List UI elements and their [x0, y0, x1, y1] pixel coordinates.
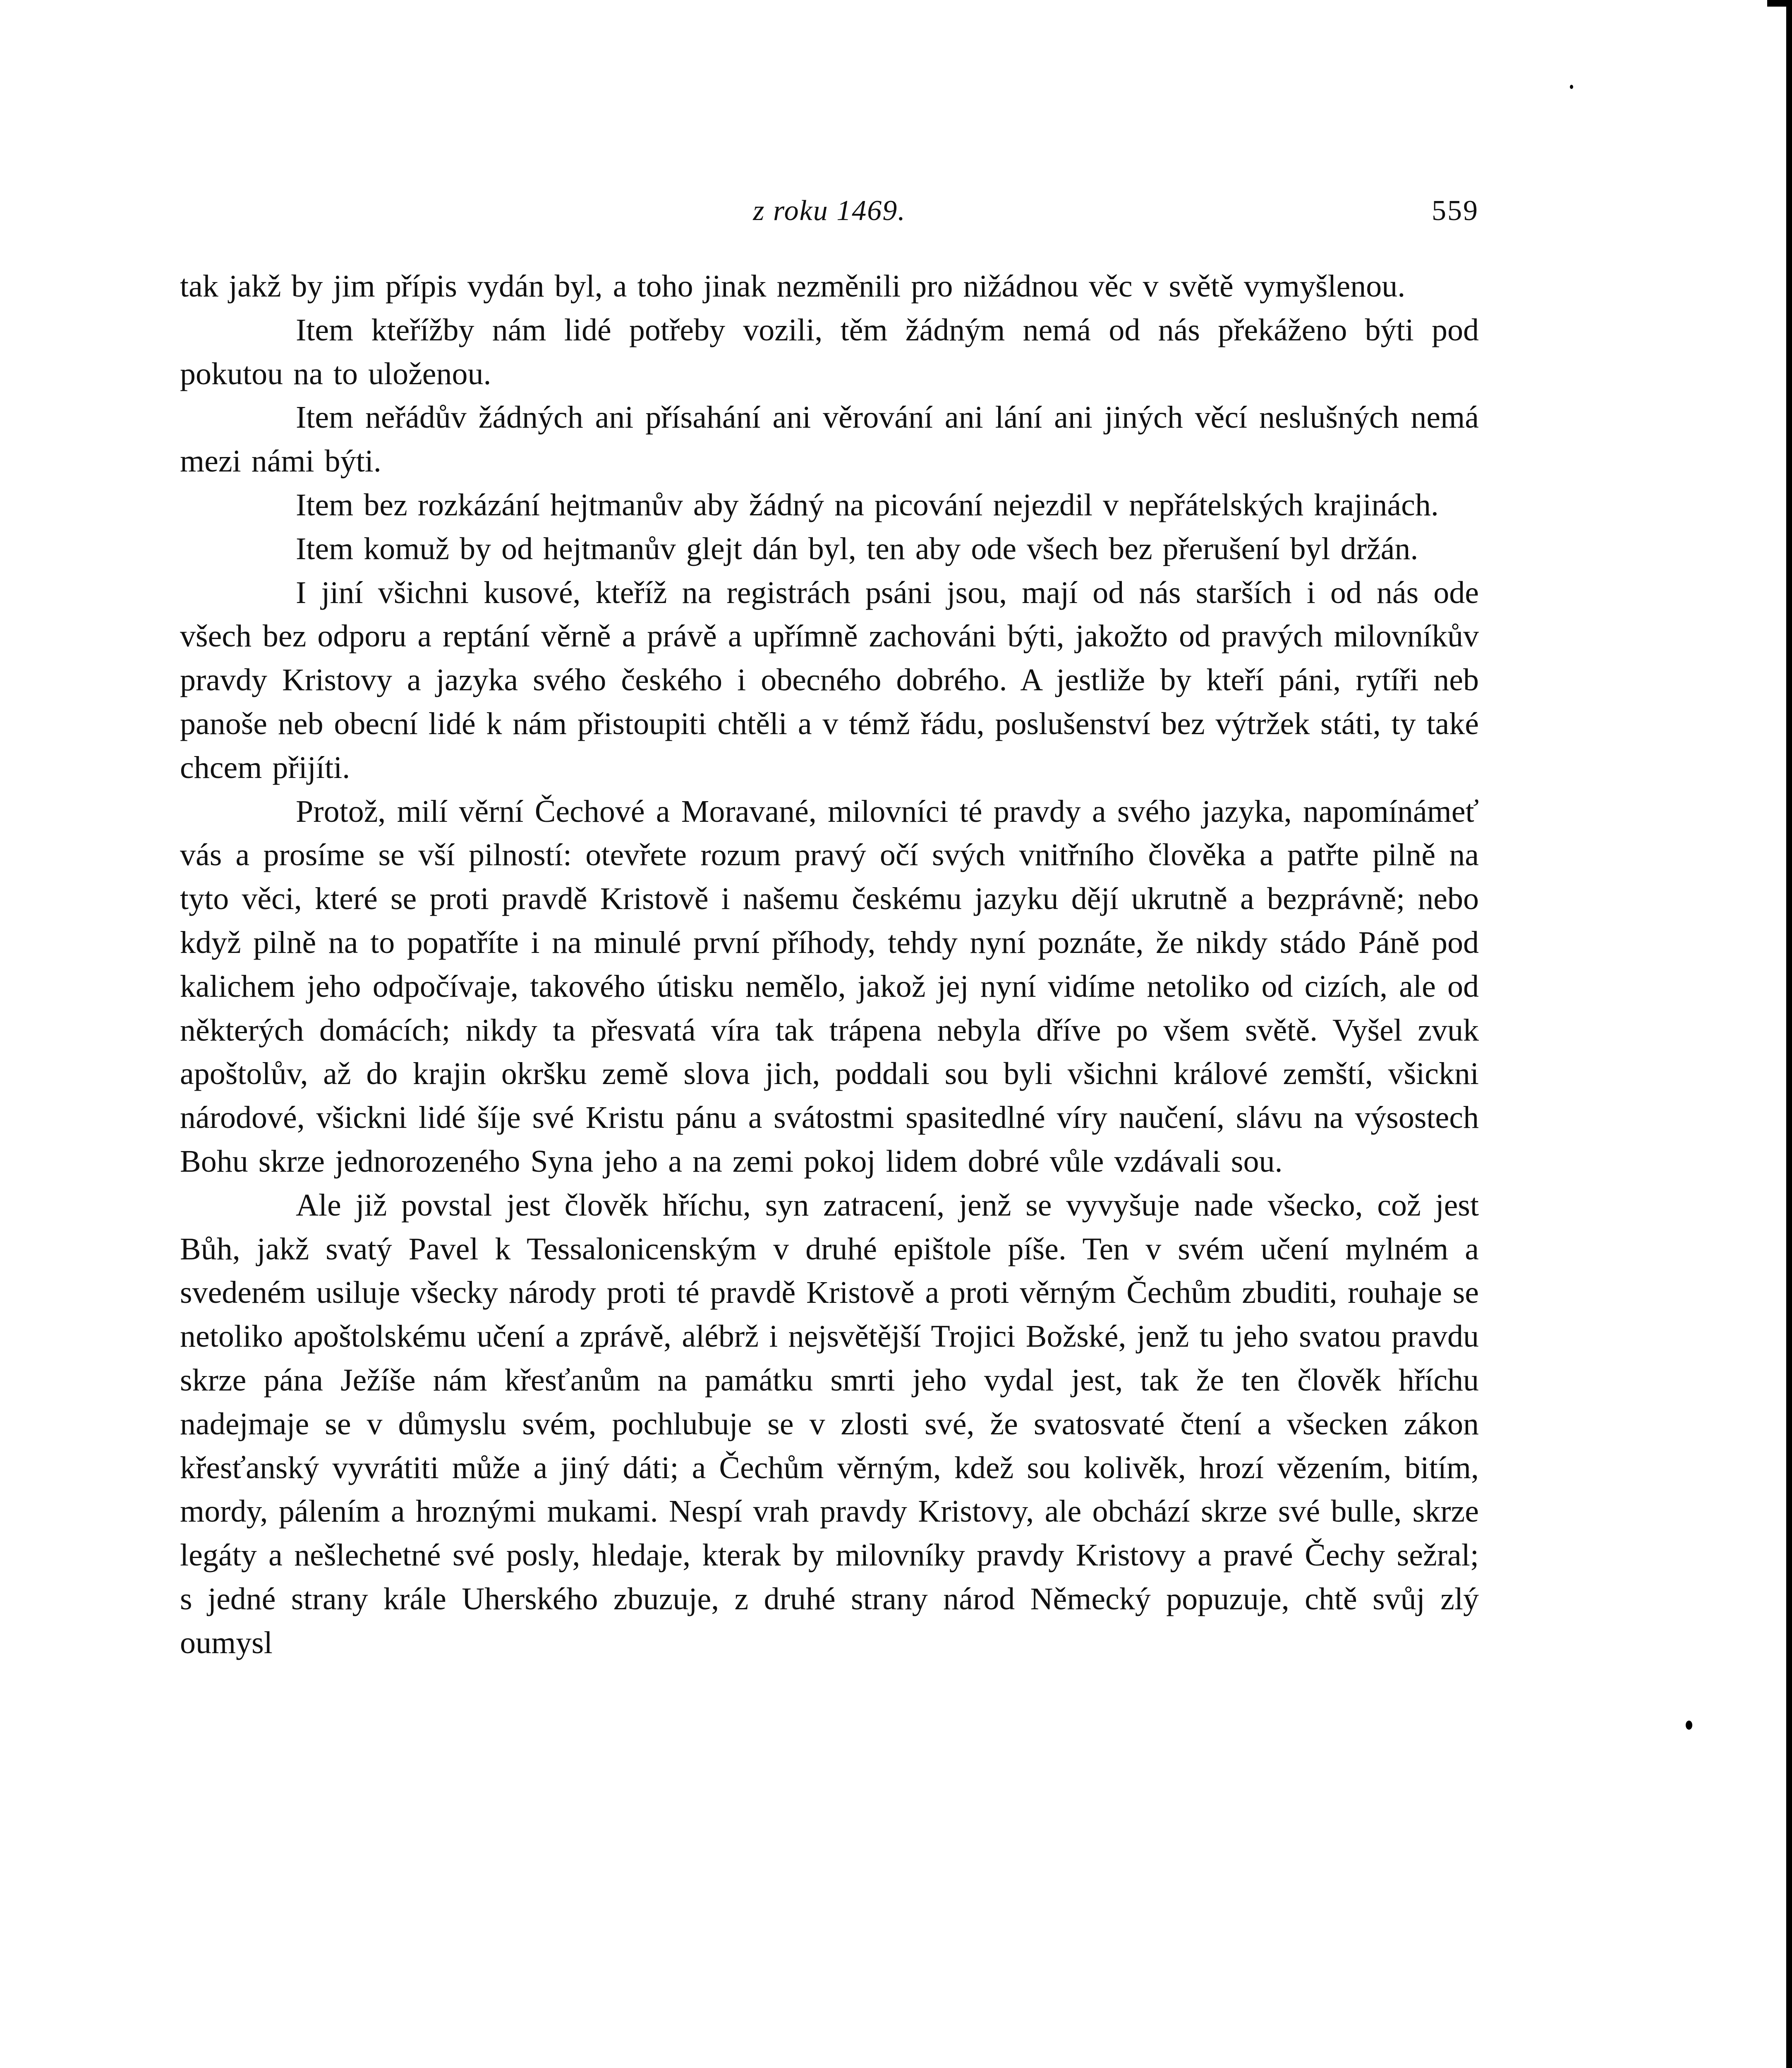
paragraph: Item kteřížby nám lidé potřeby vozili, těm žádným nemá od nás překáženo býti pod pokutou na to uloženou.	[180, 312, 1479, 391]
running-title: z roku 1469.	[753, 195, 906, 227]
scan-border-corner	[1767, 0, 1792, 7]
scan-speck	[1686, 1721, 1692, 1730]
page-header	[180, 194, 1479, 240]
paragraph: Item neřádův žádných ani přísahání ani věrování ani lání ani jiných věcí neslušných nemá mezi námi býti.	[180, 400, 1479, 479]
paragraph: Item komuž by od hejtmanův glejt dán byl, ten aby ode všech bez přerušení byl držán.	[296, 531, 1418, 566]
paragraph: Item bez rozkázání hejtmanův aby žádný na picování nejezdil v nepřátelských krajinách.	[296, 487, 1439, 522]
scan-speck	[1570, 85, 1573, 89]
paragraph: Ale již povstal jest člověk hříchu, syn zatracení, jenž se vyvyšuje nade všecko, což jest Bůh, jakž svatý Pavel k Tessalonicenským v druhé epištole píše. Ten v svém učení mylném a svedeném usiluje všecky národy proti té pravdě Kristově a proti věrným Čechům zbuditi, rouhaje se netoliko apoštolskému učení a zprávě, alébrž i nejsvětější Trojici Božské, jenž tu jeho svatou pravdu skrze pána Ježíše nám křesťanům na památku smrti jeho vydal jest, tak že ten člověk hříchu nadejmaje se v důmyslu svém, pochlubuje se v zlosti své, že svatosvaté čtení a všecken zákon křesťanský vyvrátiti může a jiný dáti; a Čechům věrným, kdež sou kolivěk, hrozí vězením, bitím, mordy, pálením a hroznými mukami. Nespí vrah pravdy Kristovy, ale obchází skrze své bulle, skrze legáty a nešlechetné své posly, hledaje, kterak by milovníky pravdy Kristovy a pravé Čechy sežral; s jedné strany krále Uherského zbuzuje, z druhé strany národ Německý popuzuje, chtě svůj zlý oumysl	[180, 1187, 1479, 1660]
paragraph: tak jakž by jim přípis vydán byl, a toho jinak nezměnili pro nižádnou věc v světě vymyšlenou.	[180, 269, 1406, 304]
page-number: 559	[1432, 195, 1479, 227]
main-text	[180, 265, 1479, 1665]
scan-border	[1786, 0, 1792, 2068]
paragraph: Protož, milí věrní Čechové a Moravané, milovníci té pravdy a svého jazyka, napomínámeť vás a prosíme se vší pilností: otevřete rozum pravý očí svých vnitřního člověka a patřte pilně na tyto věci, které se proti pravdě Kristově i našemu českému jazyku dějí ukrutně a bezprávně; nebo když pilně na to popatříte i na minulé první příhody, tehdy nyní poznáte, že nikdy stádo Páně pod kalichem jeho odpočívaje, takového útisku nemělo, jakož jej nyní vidíme netoliko od cizích, ale od některých domácích; nikdy ta přesvatá víra tak trápena nebyla dříve po všem světě. Vyšel zvuk apoštolův, až do krajin okršku země slova jich, poddali sou byli všichni králové zemští, všickni národové, všickni lidé šíje své Kristu pánu a svátostmi spasitedlné víry naučení, slávu na výsostech Bohu skrze jednorozeného Syna jeho a na zemi pokoj lidem dobré vůle vzdávali sou.	[180, 794, 1479, 1179]
paragraph: I jiní všichni kusové, kteříž na registrách psáni jsou, mají od nás starších i od nás ode všech bez odporu a reptání věrně a právě a upřímně zachováni býti, jakožto od pravých milovníkův pravdy Kristovy a jazyka svého českého i obecného dobrého. A jestliže by kteří páni, rytíři neb panoše neb obecní lidé k nám přistoupiti chtěli a v témž řádu, poslušenství bez výtržek státi, ty také chcem přijíti.	[180, 575, 1479, 785]
